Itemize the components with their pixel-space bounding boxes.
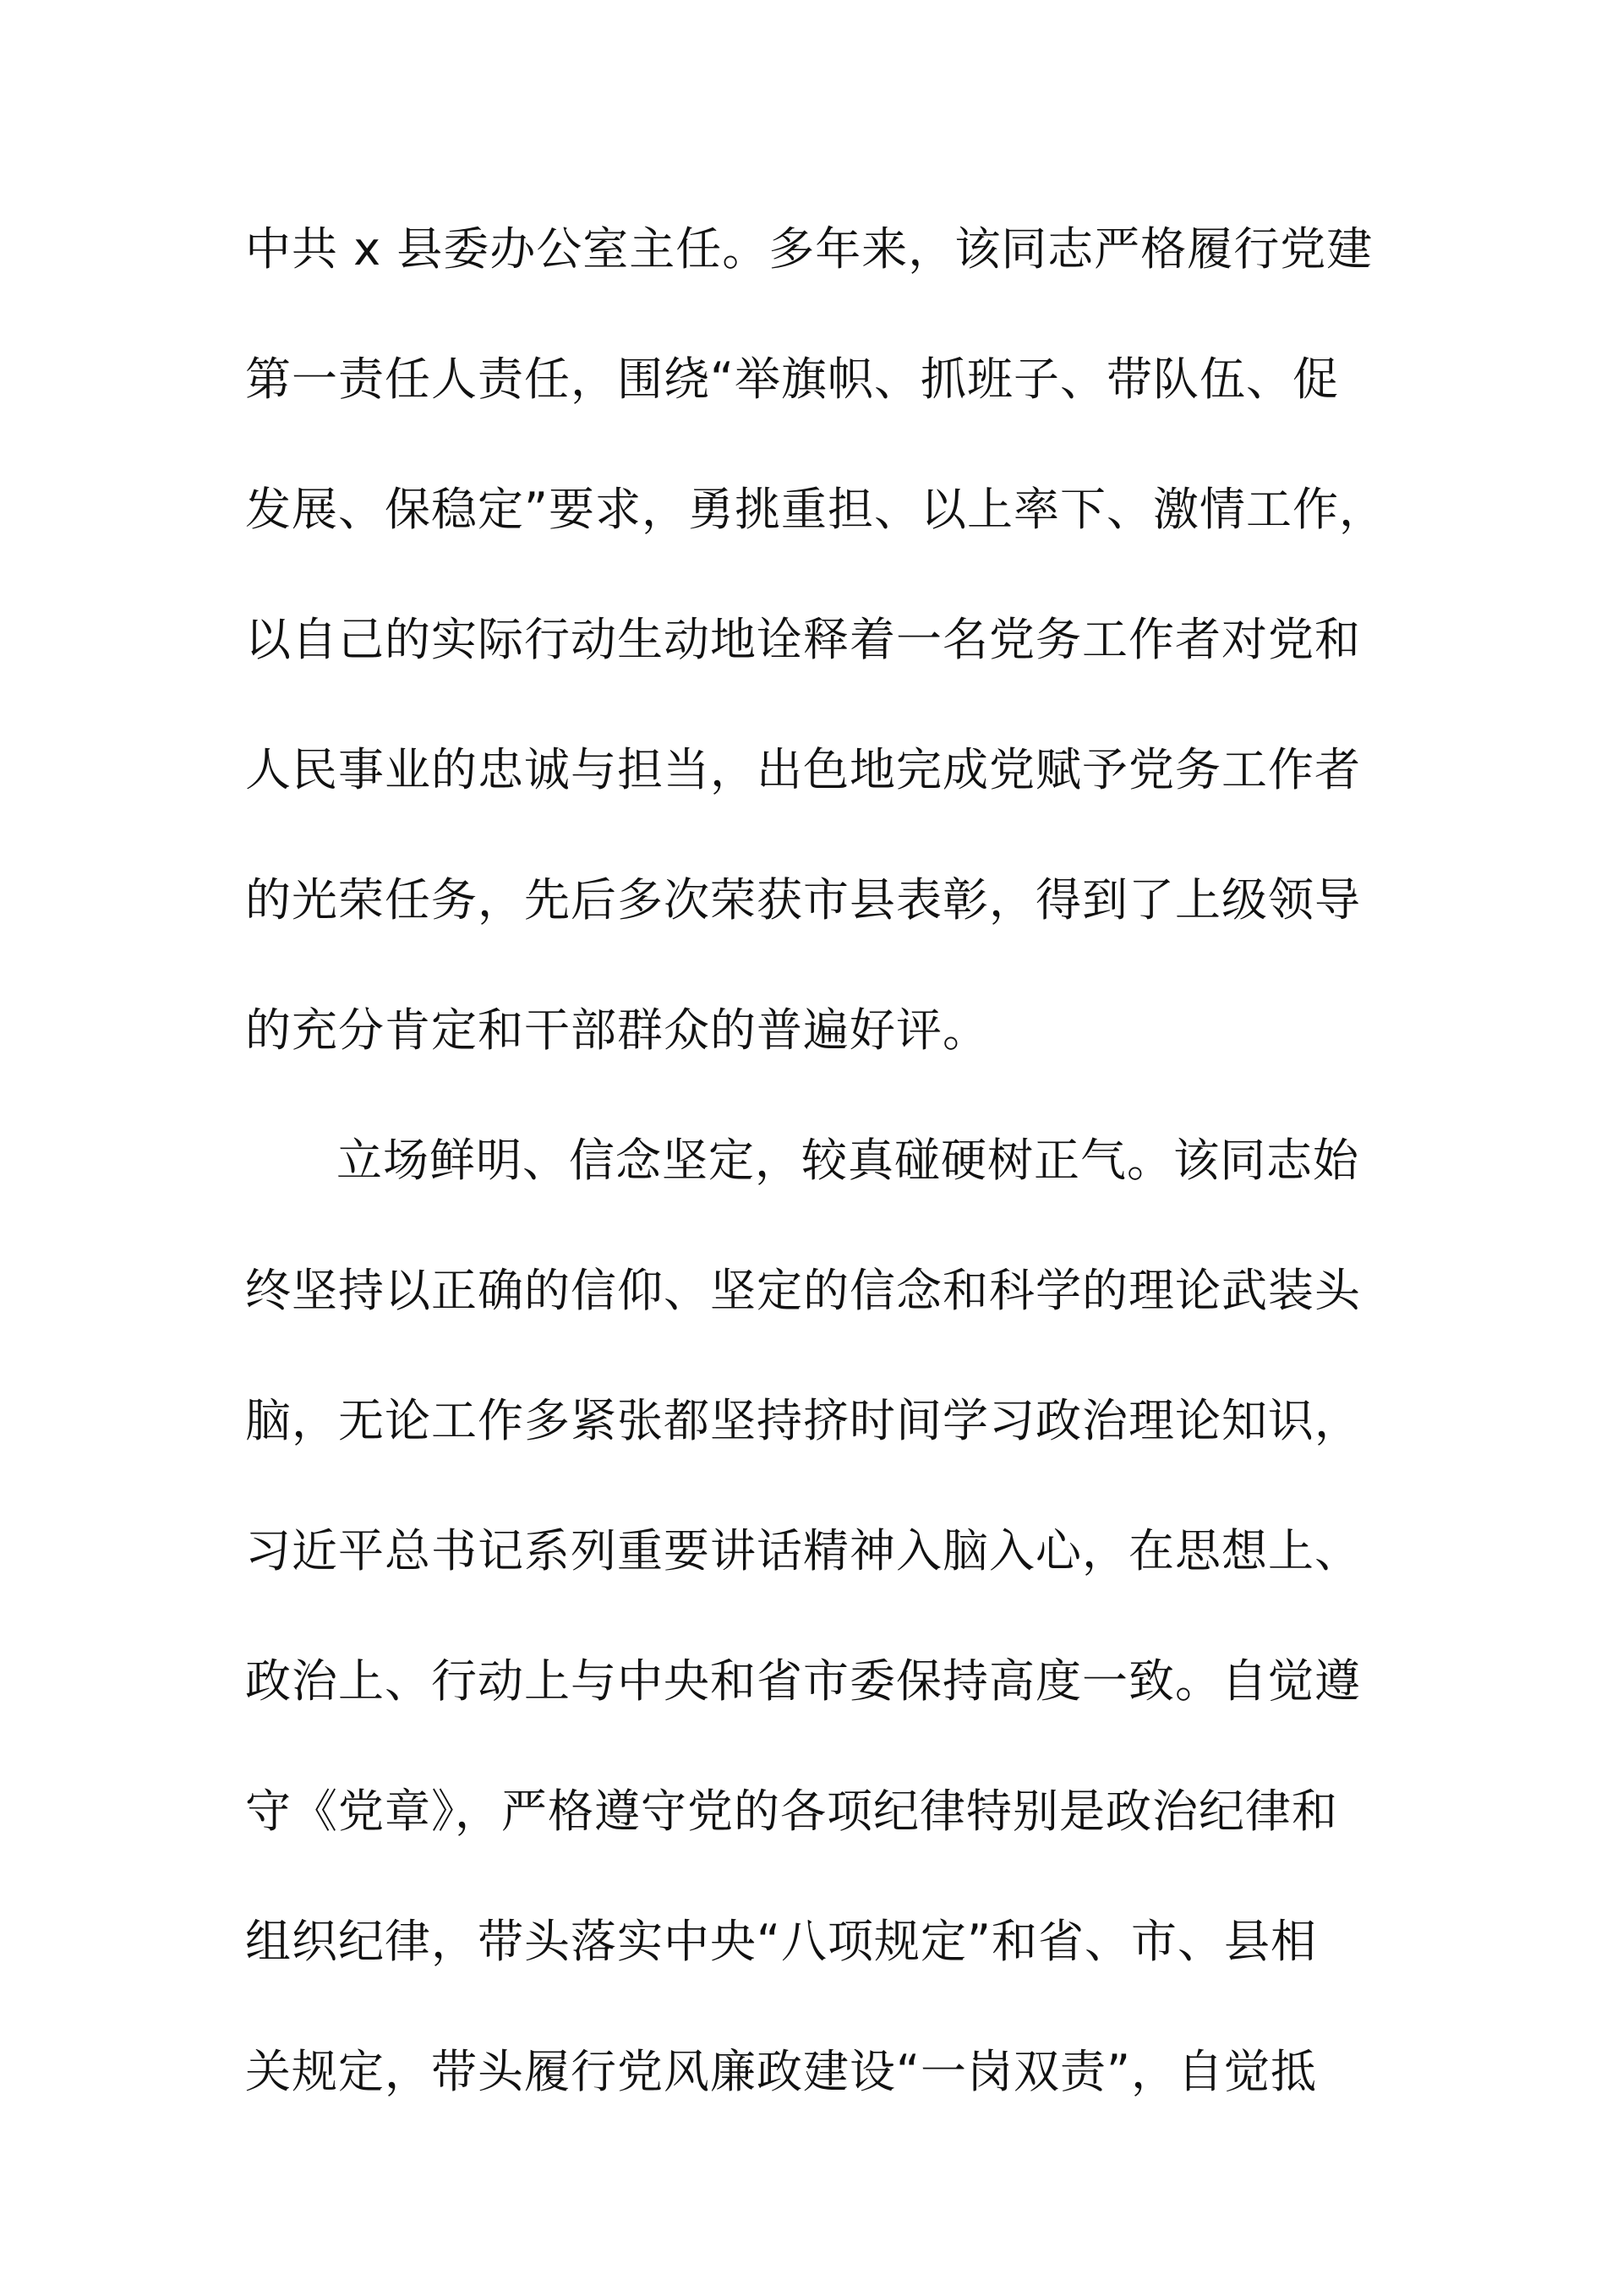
text-line: 关规定，带头履行党风廉政建设“一岗双责”，自觉抵 <box>245 2045 1317 2098</box>
text-line: 人民事业的忠诚与担当，出色地完成党赋予党务工作者 <box>245 743 1361 796</box>
text-line: 习近平总书记系列重要讲话精神入脑入心，在思想上、 <box>245 1524 1361 1577</box>
text-line: 的光荣任务，先后多次荣获市县表彰，得到了上级领导 <box>245 873 1361 927</box>
text-line: 中共 x 县委办公室主任。多年来，该同志严格履行党建 <box>245 222 1374 276</box>
text-line: 守《党章》，严格遵守党的各项纪律特别是政治纪律和 <box>245 1785 1338 1838</box>
text-line: 以自己的实际行动生动地诠释着一名党务工作者对党和 <box>245 613 1361 666</box>
text-line: 发展、保稳定”要求，勇挑重担、以上率下、激情工作， <box>245 483 1385 536</box>
document-body <box>245 209 1412 2162</box>
text-line: 立场鲜明、信念坚定，较真碰硬树正气。该同志始 <box>336 1134 1359 1187</box>
text-line: 组织纪律，带头落实中央“八项规定”和省、市、县相 <box>245 1915 1317 1968</box>
paragraph-1 <box>245 209 1412 1120</box>
text-line: 第一责任人责任，围绕“举旗帜、抓班子、带队伍、促 <box>245 353 1339 406</box>
text-line: 终坚持以正确的信仰、坚定的信念和科学的理论武装头 <box>245 1264 1361 1317</box>
text-line: 的充分肯定和干部群众的普遍好评。 <box>245 1003 989 1057</box>
paragraph-2 <box>245 1120 1412 2162</box>
text-line: 脑，无论工作多紧张都坚持挤时间学习政治理论知识， <box>245 1394 1361 1447</box>
text-line: 政治上、行动上与中央和省市委保持高度一致。自觉遵 <box>245 1654 1361 1708</box>
